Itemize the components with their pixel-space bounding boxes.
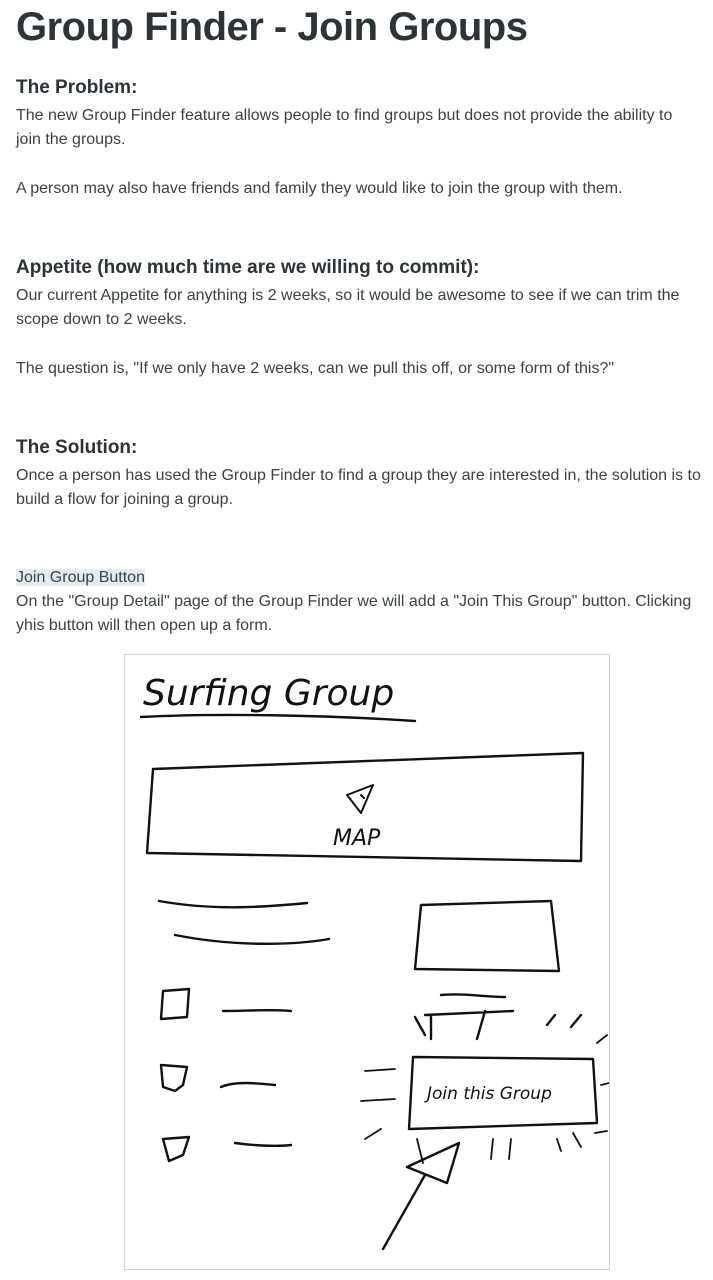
section-problem: [16, 76, 701, 201]
section-join-button: [16, 566, 701, 638]
text-line-1: [159, 901, 307, 907]
sketch-mark-2: [415, 1011, 513, 1039]
appetite-paragraph-2: The question is, "If we only have 2 weeks, can we pull this off, or some form of this?": [16, 360, 615, 377]
appetite-heading: Appetite (how much time are we willing to commit):: [16, 257, 480, 278]
sketch-map-label: MAP: [333, 826, 381, 851]
text-line-2: [175, 935, 329, 944]
checkbox-1: [161, 989, 189, 1019]
wireframe-sketch: [125, 655, 609, 1269]
section-appetite: [16, 256, 701, 381]
checkbox-line-1: [223, 1010, 291, 1011]
checkbox-line-3: [235, 1143, 291, 1146]
problem-paragraph-1: The new Group Finder feature allows people to find groups but does not provide the ability to join the groups.: [16, 107, 673, 148]
problem-heading: The Problem:: [16, 77, 138, 98]
map-pin-icon: [347, 785, 373, 813]
page-title: Group Finder - Join Groups: [16, 5, 528, 49]
document-page: [0, 0, 713, 634]
join-group-label[interactable]: Join Group Button: [16, 569, 145, 586]
arrow-icon: [383, 1143, 459, 1249]
appetite-paragraph-1: Our current Appetite for anything is 2 weeks, so it would be awesome to see if we can trim the scope down to 2 weeks.: [16, 287, 680, 328]
checkbox-3: [163, 1137, 189, 1161]
join-paragraph-1: On the "Group Detail" page of the Group Finder we will add a "Join This Group" button. Clicking yhis button will then open up a form.: [16, 593, 692, 634]
sketch-button-label: Join this Group: [427, 1084, 552, 1104]
checkbox-line-2: [221, 1083, 275, 1087]
wireframe-sketch-image[interactable]: [124, 654, 610, 1270]
title-underline: [141, 715, 415, 721]
section-solution: [16, 436, 701, 512]
solution-paragraph-1: Once a person has used the Group Finder to find a group they are interested in, the solution is to build a flow for joining a group.: [16, 467, 701, 508]
problem-paragraph-2: A person may also have friends and family they would like to join the group with them.: [16, 180, 623, 197]
button-rays-lower: [491, 1133, 581, 1159]
sketch-mark-3: [547, 1015, 581, 1027]
solution-heading: The Solution:: [16, 437, 138, 458]
checkbox-2: [161, 1065, 187, 1091]
sketch-title: Surfing Group: [143, 673, 395, 714]
info-box: [415, 901, 559, 971]
sketch-mark-1: [441, 994, 505, 997]
